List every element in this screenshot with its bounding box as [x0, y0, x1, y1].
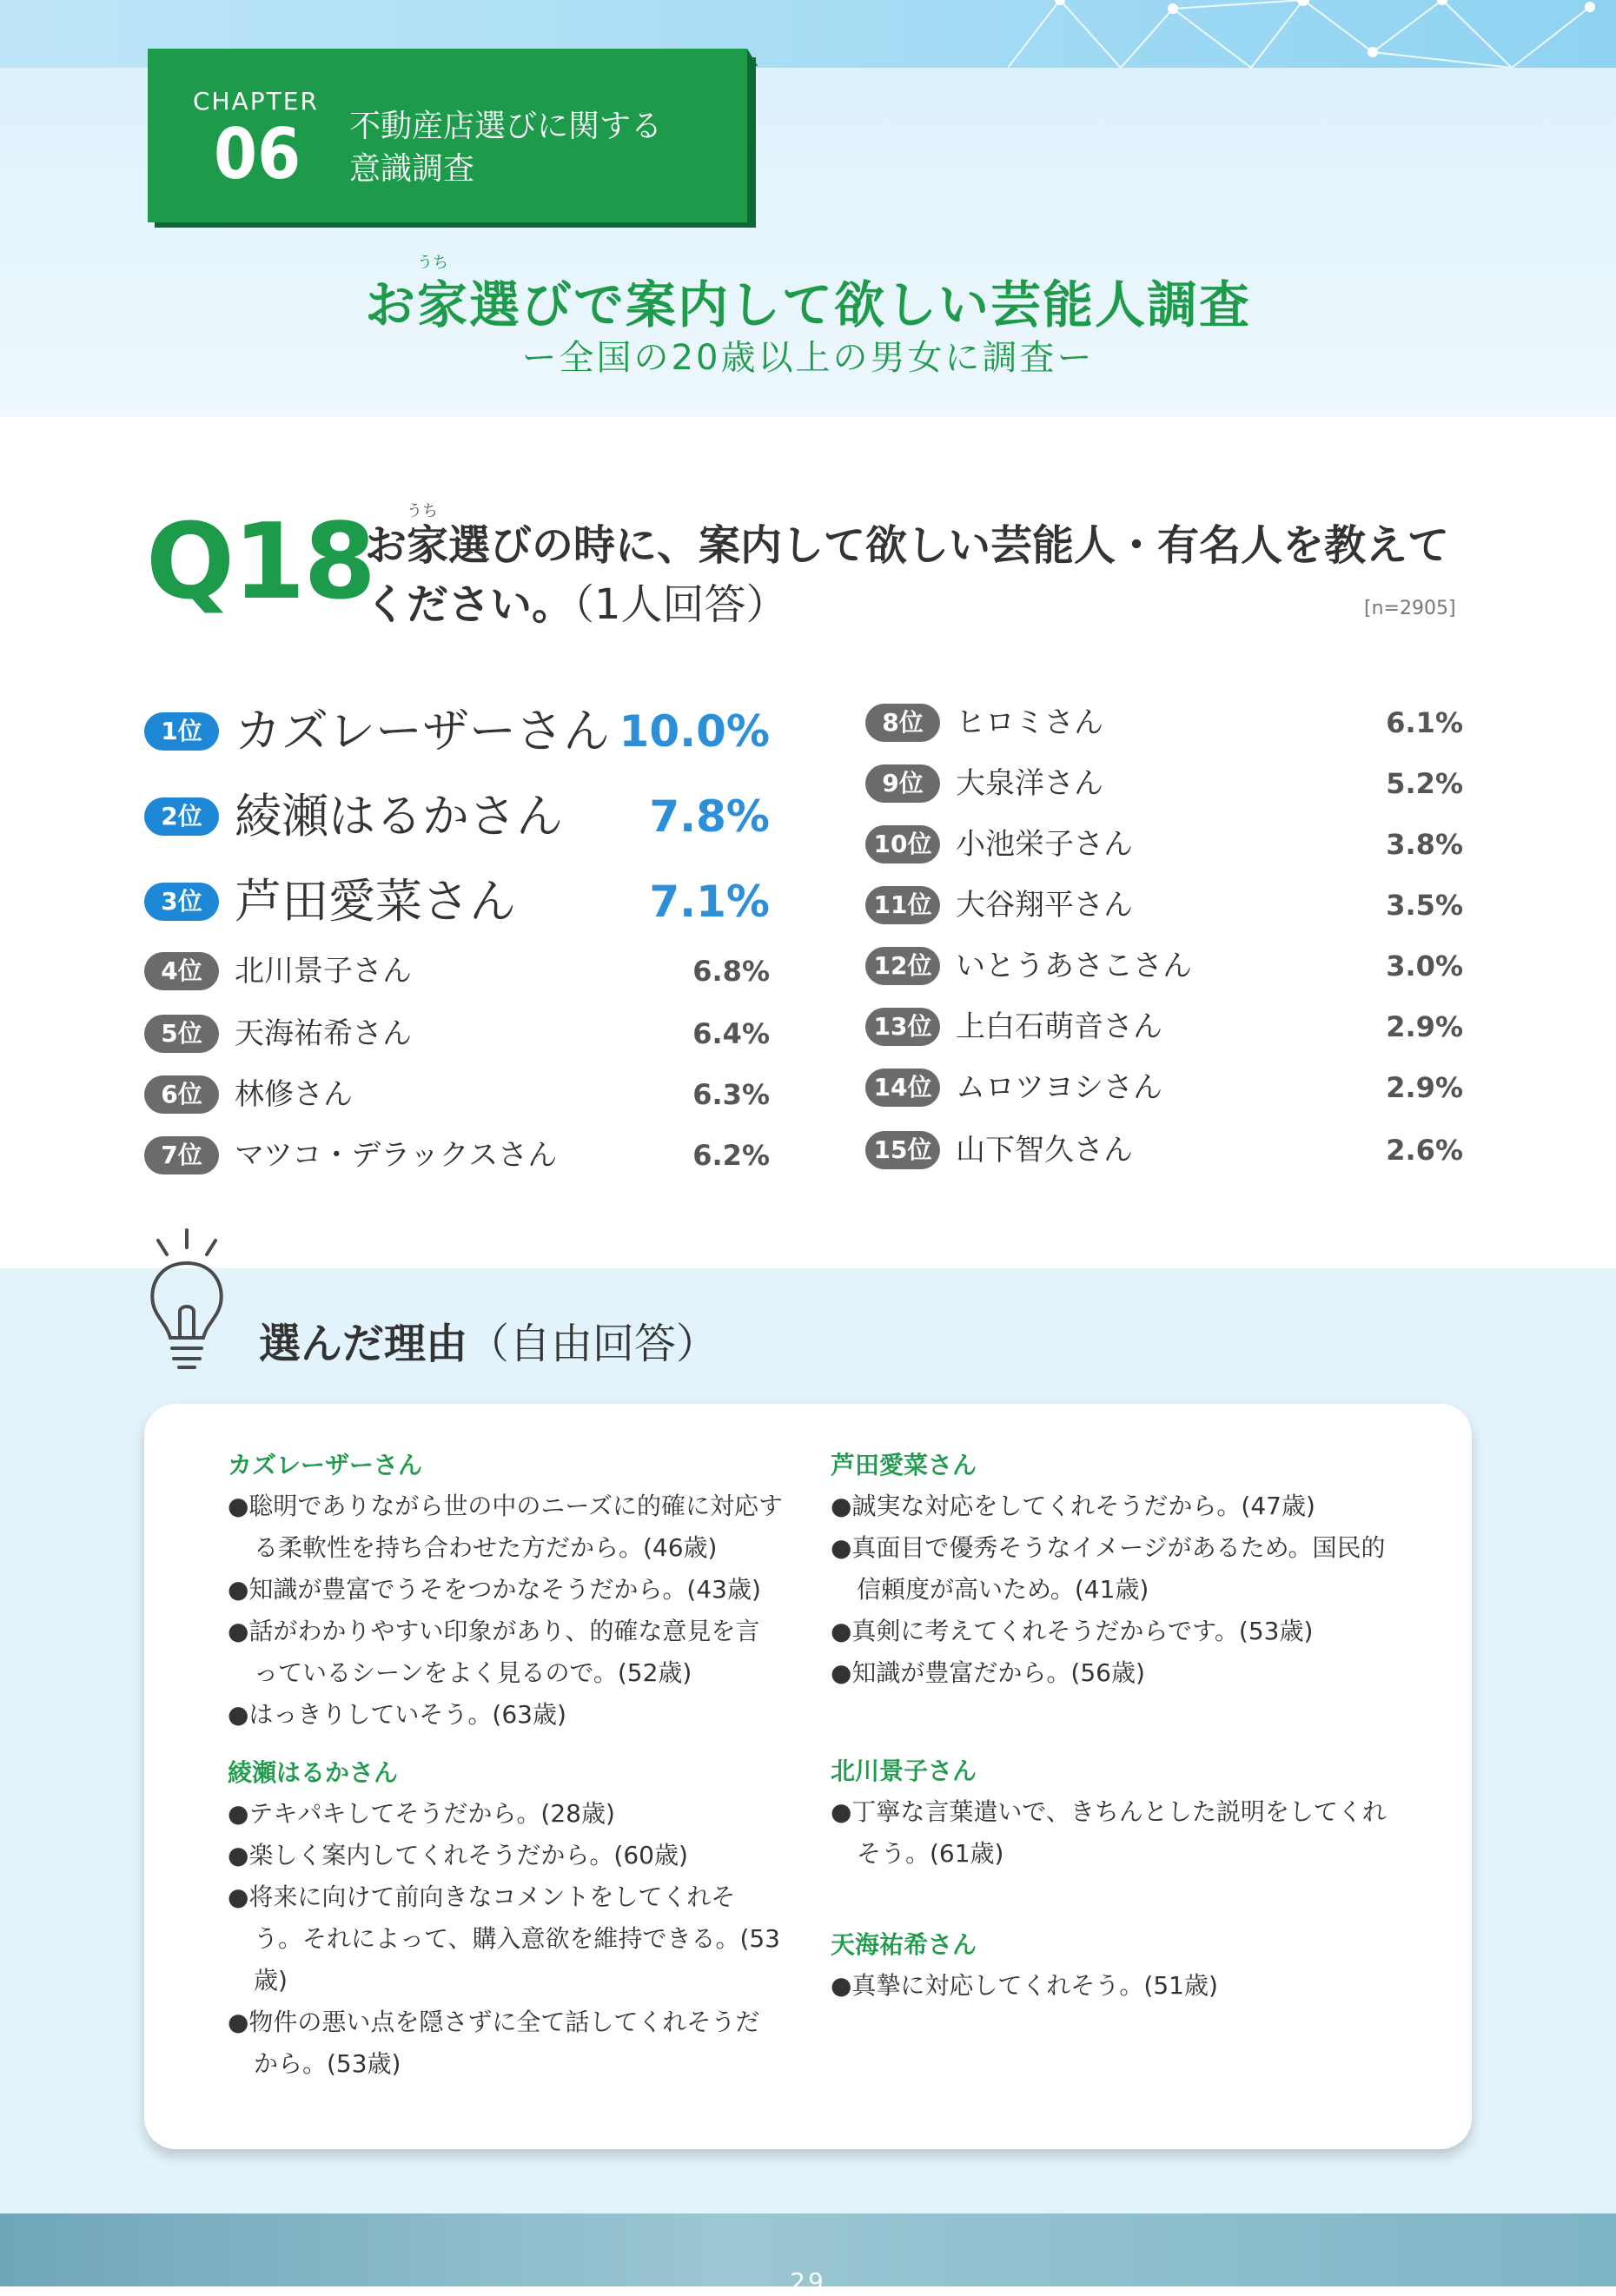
reason-item: ●聡明でありながら世の中のニーズに的確に対応する柔軟性を持ち合わせた方だから。(46歳) — [228, 1492, 784, 1562]
reason-item: ●話がわかりやすい印象があり、的確な意見を言っているシーンをよく見るので。(52歳) — [228, 1617, 760, 1687]
chapter-title-line2: 意識調査 — [349, 150, 475, 187]
reason-group — [831, 1751, 1404, 1875]
question-text — [365, 516, 1468, 634]
rank-name: 綾瀬はるかさん — [235, 789, 563, 844]
reason-group-name: 芦田愛菜さん — [831, 1451, 977, 1479]
rank-name: マツコ・デラックスさん — [235, 1138, 558, 1173]
rank-percent: 10.0% — [619, 706, 770, 757]
reason-group-name: 綾瀬はるかさん — [228, 1758, 399, 1787]
rank-name: 芦田愛菜さん — [235, 874, 516, 929]
rank-badge: 4位 — [144, 952, 219, 990]
rank-percent: 3.0% — [1386, 949, 1463, 983]
question-number: Q18 — [146, 502, 375, 623]
survey-title: お家選びで案内して欲しい芸能人調査 — [364, 275, 1251, 334]
reason-item: ●物件の悪い点を隠さずに全て話してくれそうだから。(53歳) — [228, 2008, 760, 2078]
question-text-line2 — [365, 575, 1468, 634]
sample-size: [n=2905] — [1364, 598, 1456, 619]
reason-item: ●誠実な対応をしてくれそうだから。(47歳) — [831, 1492, 1315, 1520]
rank-percent: 7.1% — [649, 877, 770, 927]
network-decoration-icon — [990, 0, 1616, 68]
rank-percent: 2.9% — [1386, 1071, 1463, 1104]
rank-badge: 10位 — [865, 825, 940, 863]
reason-item: ●楽しく案内してくれそうだから。(60歳) — [228, 1841, 688, 1869]
rank-badge: 6位 — [144, 1075, 219, 1114]
ranking-row — [865, 879, 1463, 931]
chapter-number: 06 — [214, 114, 301, 195]
ranking-row — [865, 1001, 1463, 1053]
chapter-box-fold — [747, 49, 758, 66]
reason-item: ●はっきりしていそう。(63歳) — [228, 1700, 566, 1729]
reasons-title — [259, 1310, 718, 1370]
rank-name: カズレーザーさん — [235, 704, 610, 758]
question-text-line2-main: ください。 — [365, 580, 574, 630]
reason-group — [831, 1925, 1404, 2007]
rank-name: 小池栄子さん — [956, 827, 1133, 862]
reason-item: ●テキパキしてそうだから。(28歳) — [228, 1799, 615, 1828]
rank-name: いとうあさこさん — [956, 949, 1192, 983]
reason-group — [228, 1753, 784, 2085]
ranking-row — [865, 818, 1463, 870]
rank-name: ヒロミさん — [956, 705, 1103, 740]
header-wave — [0, 382, 1616, 452]
rank-percent: 7.8% — [649, 791, 770, 842]
ranking-row — [865, 1124, 1463, 1176]
ranking-row — [865, 1062, 1463, 1114]
ranking-row — [144, 705, 770, 758]
reasons-title-main: 選んだ理由 — [259, 1320, 468, 1368]
survey-subtitle: ー全国の20歳以上の男女に調査ー — [521, 338, 1095, 378]
rank-name: 大泉洋さん — [956, 766, 1103, 801]
rank-name: 上白石萌音さん — [956, 1009, 1162, 1044]
chapter-title — [349, 106, 697, 190]
rank-percent: 5.2% — [1386, 767, 1463, 800]
rank-percent: 2.6% — [1386, 1134, 1463, 1167]
chapter-box — [148, 49, 747, 222]
chapter-title-line1: 不動産店選びに関する — [349, 109, 663, 144]
chapter-label: CHAPTER — [193, 87, 319, 116]
reason-item: ●真摯に対応してくれそう。(51歳) — [831, 1971, 1218, 2000]
question-ruby: うち — [407, 502, 438, 520]
ranking-row — [144, 945, 770, 997]
rank-percent: 2.9% — [1386, 1010, 1463, 1043]
rank-percent: 6.8% — [692, 955, 770, 988]
rank-badge: 1位 — [144, 712, 219, 751]
rank-percent: 6.2% — [692, 1139, 770, 1172]
reason-group-name: 天海祐希さん — [831, 1930, 977, 1959]
rank-badge: 11位 — [865, 886, 940, 924]
reason-group-name: 北川景子さん — [831, 1757, 977, 1785]
question-note: （1人回答） — [573, 580, 788, 630]
rank-name: 山下智久さん — [956, 1133, 1133, 1168]
ranking-row — [144, 1069, 770, 1121]
question-text-line1: お家選びの時に、案内して欲しい芸能人・有名人を教えて — [365, 521, 1450, 570]
rank-percent: 6.1% — [1386, 706, 1463, 739]
rank-badge: 3位 — [144, 883, 219, 921]
rank-badge: 14位 — [865, 1069, 940, 1107]
reason-item: ●真面目で優秀そうなイメージがあるため。国民的信頼度が高いため。(41歳) — [831, 1533, 1386, 1604]
survey-title-ruby: うち — [417, 254, 448, 272]
reason-item: ●知識が豊富だから。(56歳) — [831, 1658, 1145, 1687]
ranking-row — [144, 1129, 770, 1181]
page-number: 29 — [790, 2267, 826, 2296]
ranking-row — [144, 876, 770, 928]
rank-name: 大谷翔平さん — [956, 888, 1133, 923]
rank-badge: 13位 — [865, 1008, 940, 1046]
rank-badge: 9位 — [865, 764, 940, 803]
ranking-row — [865, 940, 1463, 992]
rank-name: ムロツヨシさん — [956, 1070, 1162, 1105]
reason-group — [228, 1446, 784, 1736]
rank-badge: 12位 — [865, 947, 940, 985]
lightbulb-icon — [139, 1225, 235, 1373]
reason-group — [831, 1446, 1404, 1694]
rank-name: 天海祐希さん — [235, 1016, 412, 1051]
reasons-card — [144, 1404, 1472, 2149]
reasons-title-note: （自由回答） — [467, 1320, 719, 1368]
ranking-row — [144, 1008, 770, 1060]
rank-name: 北川景子さん — [235, 954, 412, 989]
rank-badge: 8位 — [865, 704, 940, 742]
rank-percent: 3.8% — [1386, 828, 1463, 861]
rank-badge: 5位 — [144, 1015, 219, 1053]
reason-item: ●知識が豊富でうそをつかなそうだから。(43歳) — [228, 1575, 761, 1604]
reason-group-name: カズレーザーさん — [228, 1451, 423, 1479]
ranking-row — [865, 758, 1463, 810]
rank-percent: 6.4% — [692, 1017, 770, 1050]
rank-badge: 15位 — [865, 1131, 940, 1169]
reason-item: ●真剣に考えてくれそうだからです。(53歳) — [831, 1617, 1314, 1645]
rank-percent: 6.3% — [692, 1078, 770, 1111]
rank-badge: 7位 — [144, 1136, 219, 1174]
ranking-row — [144, 791, 770, 843]
ranking-row — [865, 697, 1463, 749]
rank-percent: 3.5% — [1386, 889, 1463, 922]
rank-name: 林修さん — [235, 1077, 353, 1112]
rank-badge: 2位 — [144, 797, 219, 836]
reason-item: ●丁寧な言葉遣いで、きちんとした説明をしてくれそう。(61歳) — [831, 1797, 1387, 1868]
reason-item: ●将来に向けて前向きなコメントをしてくれそう。それによって、購入意欲を維持できる。(53歳) — [228, 1882, 780, 1995]
